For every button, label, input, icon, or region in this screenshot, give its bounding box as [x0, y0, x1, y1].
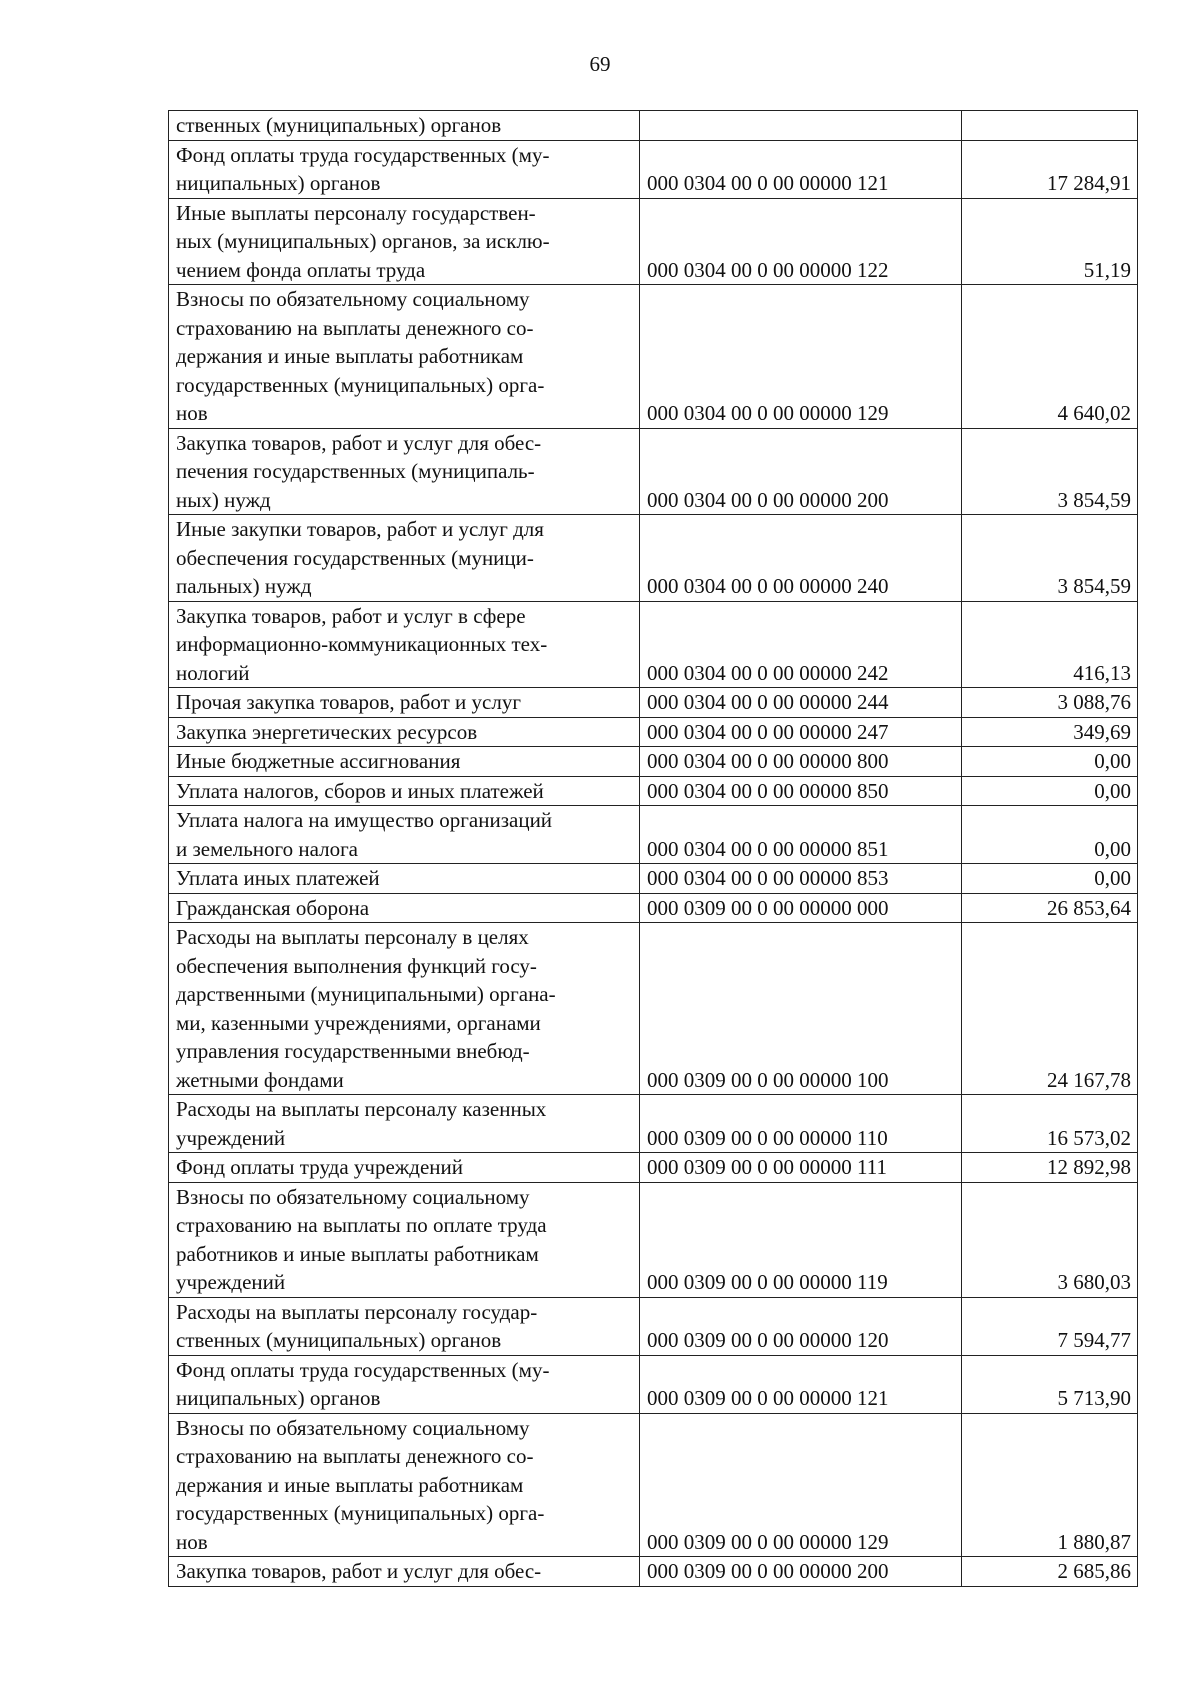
- amount-cell: 5 713,90: [962, 1355, 1138, 1413]
- table-row: [169, 864, 1138, 894]
- expense-name-cell: Взносы по обязательному социальному страхованию на выплаты по оплате труда работников и иные выплаты работникам учреждений: [169, 1182, 640, 1297]
- expense-name-cell: Расходы на выплаты персоналу в целях обеспечения выполнения функций госу- дарственными (муниципальными) органа- ми, казенными учреждениями, органами управления государственными внебюд- жетными фондами: [169, 923, 640, 1095]
- expense-name-cell: Фонд оплаты труда учреждений: [169, 1153, 640, 1183]
- amount-cell: 26 853,64: [962, 893, 1138, 923]
- table-row: [169, 285, 1138, 429]
- expense-name-cell: Уплата налогов, сборов и иных платежей: [169, 776, 640, 806]
- table-row: [169, 923, 1138, 1095]
- budget-code-cell: 000 0304 00 0 00 00000 240: [640, 515, 962, 602]
- amount-cell: 51,19: [962, 198, 1138, 285]
- table-row: [169, 198, 1138, 285]
- budget-code-cell: 000 0304 00 0 00 00000 850: [640, 776, 962, 806]
- table-row: [169, 1182, 1138, 1297]
- amount-cell: 3 854,59: [962, 428, 1138, 515]
- expense-name-cell: Уплата иных платежей: [169, 864, 640, 894]
- amount-cell: 16 573,02: [962, 1095, 1138, 1153]
- amount-cell: 0,00: [962, 864, 1138, 894]
- amount-cell: 3 088,76: [962, 688, 1138, 718]
- budget-code-cell: 000 0304 00 0 00 00000 247: [640, 717, 962, 747]
- budget-code-cell: 000 0309 00 0 00 00000 000: [640, 893, 962, 923]
- expense-name-cell: Закупка товаров, работ и услуг для обес- печения государственных (муниципаль- ных) нужд: [169, 428, 640, 515]
- expense-name-cell: Закупка товаров, работ и услуг в сфере информационно-коммуникационных тех- нологий: [169, 601, 640, 688]
- expense-name-cell: Иные выплаты персоналу государствен- ных (муниципальных) органов, за исклю- чением фонда оплаты труда: [169, 198, 640, 285]
- table-row: [169, 1355, 1138, 1413]
- amount-cell: 349,69: [962, 717, 1138, 747]
- expense-name-cell: Иные закупки товаров, работ и услуг для обеспечения государственных (муници- пальных) нужд: [169, 515, 640, 602]
- budget-code-cell: 000 0304 00 0 00 00000 851: [640, 806, 962, 864]
- amount-cell: 24 167,78: [962, 923, 1138, 1095]
- amount-cell: 0,00: [962, 776, 1138, 806]
- table-row: [169, 1153, 1138, 1183]
- budget-code-cell: 000 0304 00 0 00 00000 244: [640, 688, 962, 718]
- budget-code-cell: 000 0309 00 0 00 00000 121: [640, 1355, 962, 1413]
- budget-code-cell: 000 0309 00 0 00 00000 200: [640, 1557, 962, 1587]
- table-row: [169, 428, 1138, 515]
- expense-name-cell: Расходы на выплаты персоналу казенных учреждений: [169, 1095, 640, 1153]
- expense-name-cell: Фонд оплаты труда государственных (му- ниципальных) органов: [169, 1355, 640, 1413]
- amount-cell: 416,13: [962, 601, 1138, 688]
- table-row: [169, 1095, 1138, 1153]
- budget-code-cell: 000 0304 00 0 00 00000 242: [640, 601, 962, 688]
- budget-code-cell: 000 0304 00 0 00 00000 853: [640, 864, 962, 894]
- budget-table: [168, 110, 1138, 1587]
- budget-code-cell: 000 0309 00 0 00 00000 119: [640, 1182, 962, 1297]
- budget-code-cell: 000 0304 00 0 00 00000 800: [640, 747, 962, 777]
- budget-code-cell: [640, 111, 962, 141]
- amount-cell: 4 640,02: [962, 285, 1138, 429]
- expense-name-cell: Закупка энергетических ресурсов: [169, 717, 640, 747]
- amount-cell: 3 680,03: [962, 1182, 1138, 1297]
- budget-code-cell: 000 0309 00 0 00 00000 110: [640, 1095, 962, 1153]
- expense-name-cell: Расходы на выплаты персоналу государ- ственных (муниципальных) органов: [169, 1297, 640, 1355]
- budget-code-cell: 000 0304 00 0 00 00000 200: [640, 428, 962, 515]
- expense-name-cell: Уплата налога на имущество организаций и земельного налога: [169, 806, 640, 864]
- table-row: [169, 1297, 1138, 1355]
- amount-cell: 2 685,86: [962, 1557, 1138, 1587]
- table-row: [169, 893, 1138, 923]
- expense-name-cell: Прочая закупка товаров, работ и услуг: [169, 688, 640, 718]
- expense-name-cell: Гражданская оборона: [169, 893, 640, 923]
- expense-name-cell: Закупка товаров, работ и услуг для обес-: [169, 1557, 640, 1587]
- budget-code-cell: 000 0309 00 0 00 00000 100: [640, 923, 962, 1095]
- table-row: [169, 1557, 1138, 1587]
- amount-cell: 0,00: [962, 747, 1138, 777]
- table-row: [169, 806, 1138, 864]
- table-row: [169, 515, 1138, 602]
- table-row: [169, 111, 1138, 141]
- page-number: 69: [589, 52, 611, 76]
- expense-name-cell: Взносы по обязательному социальному страхованию на выплаты денежного со- держания и иные выплаты работникам государственных (муниципальных) орга- нов: [169, 1413, 640, 1557]
- amount-cell: [962, 111, 1138, 141]
- table-row: [169, 717, 1138, 747]
- budget-code-cell: 000 0309 00 0 00 00000 120: [640, 1297, 962, 1355]
- expense-name-cell: ственных (муниципальных) органов: [169, 111, 640, 141]
- budget-code-cell: 000 0304 00 0 00 00000 121: [640, 140, 962, 198]
- amount-cell: 3 854,59: [962, 515, 1138, 602]
- expense-name-cell: Фонд оплаты труда государственных (му- ниципальных) органов: [169, 140, 640, 198]
- budget-code-cell: 000 0309 00 0 00 00000 111: [640, 1153, 962, 1183]
- budget-code-cell: 000 0304 00 0 00 00000 122: [640, 198, 962, 285]
- table-row: [169, 1413, 1138, 1557]
- table-row: [169, 601, 1138, 688]
- amount-cell: 17 284,91: [962, 140, 1138, 198]
- table-row: [169, 747, 1138, 777]
- amount-cell: 1 880,87: [962, 1413, 1138, 1557]
- amount-cell: 0,00: [962, 806, 1138, 864]
- expense-name-cell: Иные бюджетные ассигнования: [169, 747, 640, 777]
- amount-cell: 12 892,98: [962, 1153, 1138, 1183]
- expense-name-cell: Взносы по обязательному социальному страхованию на выплаты денежного со- держания и иные выплаты работникам государственных (муниципальных) орга- нов: [169, 285, 640, 429]
- budget-code-cell: 000 0304 00 0 00 00000 129: [640, 285, 962, 429]
- budget-code-cell: 000 0309 00 0 00 00000 129: [640, 1413, 962, 1557]
- amount-cell: 7 594,77: [962, 1297, 1138, 1355]
- table-row: [169, 776, 1138, 806]
- table-row: [169, 688, 1138, 718]
- table-row: [169, 140, 1138, 198]
- budget-table-body: [169, 111, 1138, 1587]
